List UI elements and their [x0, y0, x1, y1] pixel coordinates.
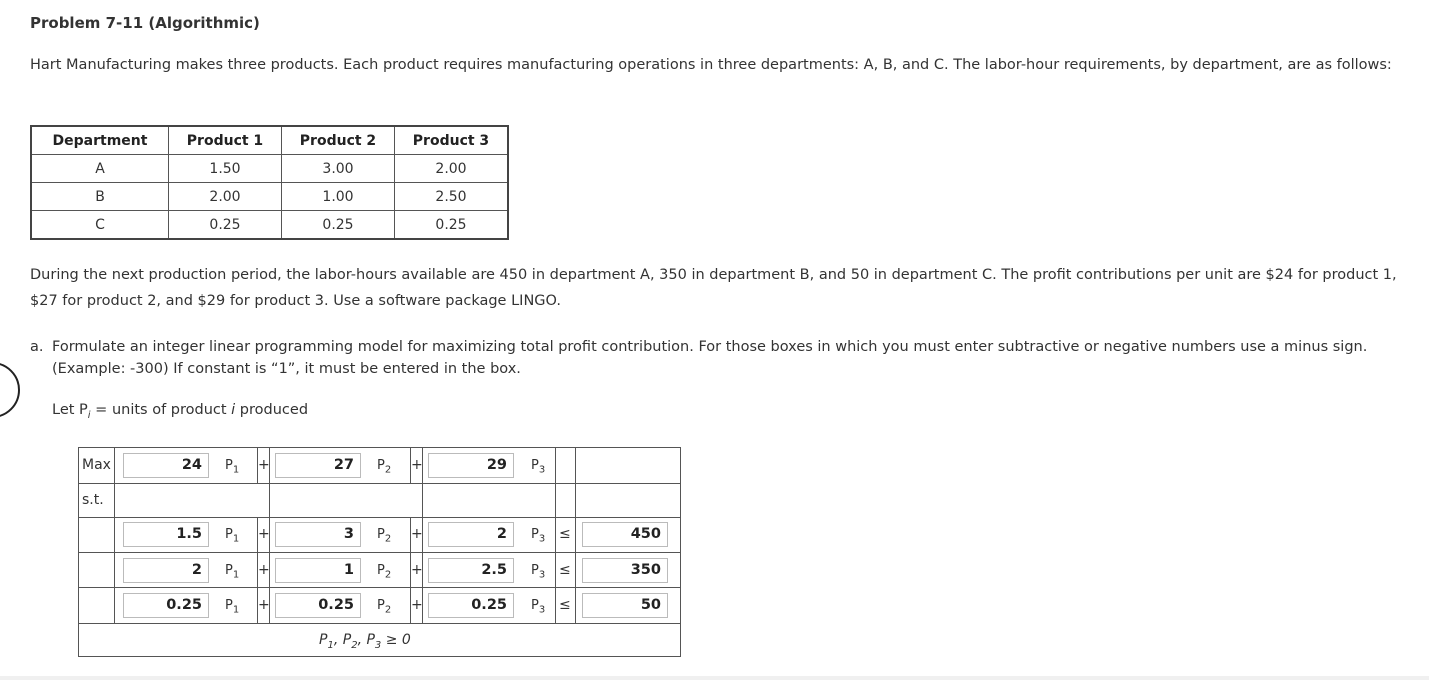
- table-cell: A: [31, 155, 169, 183]
- table-row: [31, 183, 508, 211]
- bottom-divider: [0, 676, 1429, 680]
- var-label: [531, 458, 545, 476]
- radio-circle-icon[interactable]: [0, 362, 20, 418]
- part-a-instructions: [30, 336, 1425, 380]
- var-sub: 2: [384, 533, 392, 545]
- table-cell: 0.25: [395, 211, 509, 240]
- let-end: produced: [235, 402, 309, 418]
- table-cell: 2.00: [169, 183, 282, 211]
- var-label: [377, 563, 391, 581]
- table-cell: 2.50: [395, 183, 509, 211]
- var-sub: 1: [232, 569, 240, 581]
- constraint-3-coef-3[interactable]: 0.25: [428, 593, 514, 618]
- header-product-2: Product 2: [282, 126, 395, 155]
- var-label: [531, 563, 545, 581]
- var-name: P: [531, 563, 539, 578]
- part-a-label: a.: [30, 339, 44, 355]
- var-sub: 2: [384, 604, 392, 616]
- part-a-line-1: Formulate an integer linear programming model for maximizing total profit contribution. For those boxes in which you must enter subtractive or negative numbers use a minus sign.: [52, 339, 1368, 355]
- leq-sign: ≤: [559, 562, 571, 578]
- constraint-2-coef-2[interactable]: 1: [275, 558, 361, 583]
- var-sub: 2: [384, 464, 392, 476]
- var-name: P: [225, 598, 233, 613]
- plus-sign: +: [411, 597, 423, 613]
- var-label: [377, 598, 391, 616]
- var-name: P: [531, 458, 539, 473]
- table-header-row: [31, 126, 508, 155]
- plus-sign: +: [258, 526, 270, 542]
- max-label: Max: [82, 457, 111, 473]
- constraint-1-rhs[interactable]: 450: [582, 522, 668, 547]
- constraint-2-coef-1[interactable]: 2: [123, 558, 209, 583]
- var-name: P: [531, 598, 539, 613]
- table-cell: 1.00: [282, 183, 395, 211]
- table-cell: B: [31, 183, 169, 211]
- constraint-3-rhs[interactable]: 50: [582, 593, 668, 618]
- let-ivar: i: [231, 402, 236, 418]
- nn-tail: ≥ 0: [381, 632, 411, 648]
- nn-p: P: [342, 632, 352, 648]
- var-label: [377, 458, 391, 476]
- nn-sub: 1: [327, 639, 334, 651]
- st-label: s.t.: [82, 492, 104, 508]
- table-cell: 0.25: [169, 211, 282, 240]
- constraint-3-coef-1[interactable]: 0.25: [123, 593, 209, 618]
- nn-sub: 3: [374, 639, 382, 651]
- part-a-line-2: (Example: -300) If constant is “1”, it must be entered in the box.: [52, 361, 521, 377]
- var-name: P: [377, 563, 385, 578]
- table-cell: 3.00: [282, 155, 395, 183]
- table-cell: C: [31, 211, 169, 240]
- table-row: [31, 155, 508, 183]
- table-cell: 0.25: [282, 211, 395, 240]
- var-name: P: [377, 458, 385, 473]
- plus-sign: +: [258, 597, 270, 613]
- var-name: P: [225, 458, 233, 473]
- var-name: P: [377, 598, 385, 613]
- table-cell: 2.00: [395, 155, 509, 183]
- nn-sep: ,: [333, 632, 343, 648]
- constraint-3-coef-2[interactable]: 0.25: [275, 593, 361, 618]
- plus-sign: +: [411, 457, 423, 473]
- period-paragraph: During the next production period, the labor-hours available are 450 in department A, 350 in department B, and 50 in department C. The profit contributions per unit are $24 for product 1, $27 for product 2, and $29 for product 3. Use a software package LINGO.: [30, 267, 1397, 309]
- objective-coef-2[interactable]: 27: [275, 453, 361, 478]
- var-name: P: [531, 527, 539, 542]
- plus-sign: +: [258, 457, 270, 473]
- nonnegativity-constraint: [319, 632, 411, 651]
- var-sub: 2: [384, 569, 392, 581]
- objective-coef-3[interactable]: 29: [428, 453, 514, 478]
- var-sub: 3: [538, 464, 546, 476]
- problem-title: Problem 7-11 (Algorithmic): [30, 14, 260, 32]
- nn-p: P: [319, 632, 328, 648]
- var-label: [531, 527, 545, 545]
- constraint-1-coef-2[interactable]: 3: [275, 522, 361, 547]
- constraint-2-coef-3[interactable]: 2.5: [428, 558, 514, 583]
- var-label: [531, 598, 545, 616]
- plus-sign: +: [411, 526, 423, 542]
- header-product-1: Product 1: [169, 126, 282, 155]
- table-row: [31, 211, 508, 240]
- constraint-1-coef-1[interactable]: 1.5: [123, 522, 209, 547]
- intro-paragraph: Hart Manufacturing makes three products. Each product requires manufacturing operations in three departments: A, B, and C. The labor-hour requirements, by department, are as follows:: [30, 57, 1392, 73]
- let-sub: i: [87, 409, 91, 421]
- var-sub: 3: [538, 533, 546, 545]
- nn-sub: 2: [351, 639, 358, 651]
- leq-sign: ≤: [559, 597, 571, 613]
- var-name: P: [225, 527, 233, 542]
- header-product-3: Product 3: [395, 126, 509, 155]
- labor-hours-table: [30, 125, 509, 240]
- var-label: [225, 458, 239, 476]
- leq-sign: ≤: [559, 526, 571, 542]
- var-sub: 1: [232, 604, 240, 616]
- var-label: [225, 563, 239, 581]
- nn-p: P: [366, 632, 375, 648]
- nn-sep: ,: [357, 632, 367, 648]
- let-prefix: Let P: [52, 402, 88, 418]
- var-sub: 1: [232, 464, 240, 476]
- var-name: P: [377, 527, 385, 542]
- let-suffix: = units of product: [90, 402, 232, 418]
- constraint-2-rhs[interactable]: 350: [582, 558, 668, 583]
- var-sub: 3: [538, 604, 546, 616]
- var-label: [377, 527, 391, 545]
- table-cell: 1.50: [169, 155, 282, 183]
- plus-sign: +: [258, 562, 270, 578]
- var-name: P: [225, 563, 233, 578]
- var-sub: 3: [538, 569, 546, 581]
- objective-coef-1[interactable]: 24: [123, 453, 209, 478]
- variable-definition: [52, 402, 308, 421]
- plus-sign: +: [411, 562, 423, 578]
- lp-model-grid: [78, 447, 681, 657]
- var-label: [225, 598, 239, 616]
- var-sub: 1: [232, 533, 240, 545]
- constraint-1-coef-3[interactable]: 2: [428, 522, 514, 547]
- var-label: [225, 527, 239, 545]
- header-department: Department: [31, 126, 169, 155]
